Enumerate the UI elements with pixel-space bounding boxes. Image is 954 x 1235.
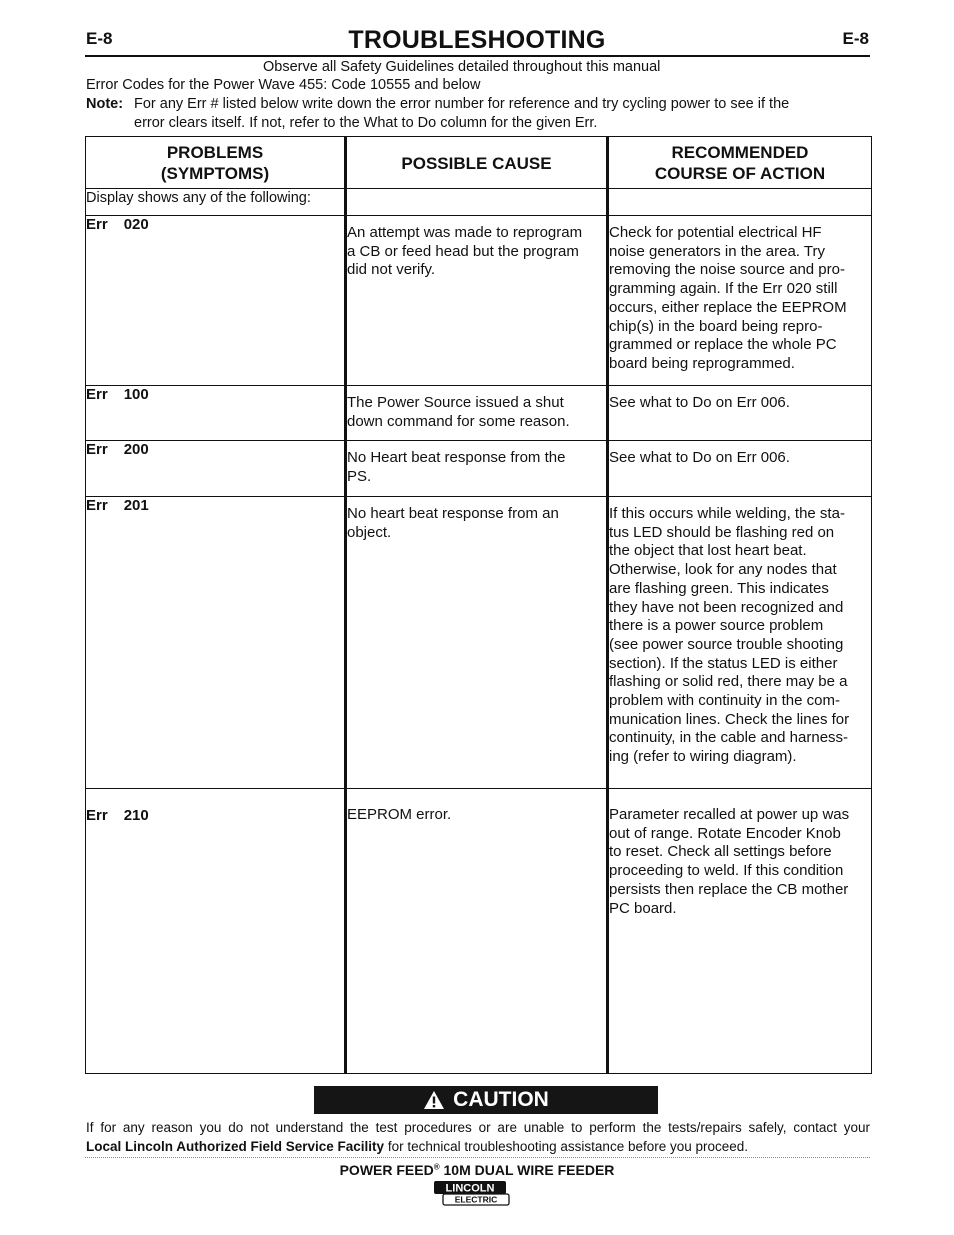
err-code: 100 bbox=[123, 386, 149, 403]
cause-line: object. bbox=[347, 523, 392, 541]
intro-row-empty-cause bbox=[346, 189, 608, 216]
footer-product-rest: 10M DUAL WIRE FEEDER bbox=[439, 1162, 615, 1178]
action-line: flashing or solid red, there may be a bbox=[609, 673, 848, 691]
err-020-cell bbox=[86, 216, 346, 386]
action-line: proceeding to weld. If this condition bbox=[609, 862, 844, 880]
action-line: occurs, either replace the EEPROM bbox=[609, 298, 847, 316]
footer-product-name: POWER FEED bbox=[339, 1162, 434, 1178]
err-code: 210 bbox=[123, 807, 149, 824]
err-code: 200 bbox=[123, 441, 149, 458]
action-line: chip(s) in the board being repro- bbox=[609, 317, 823, 335]
action-line: are flashing green. This indicates bbox=[609, 579, 829, 597]
action-line: board being reprogrammed. bbox=[609, 354, 795, 372]
action-line: continuity, in the cable and harness- bbox=[609, 729, 849, 747]
err-201-cell bbox=[86, 497, 346, 789]
action-cell bbox=[608, 497, 872, 789]
caution-facility: Local Lincoln Authorized Field Service Facility bbox=[86, 1139, 385, 1154]
action-line: If this occurs while welding, the sta- bbox=[609, 505, 845, 522]
err-label: Err bbox=[86, 386, 108, 403]
cause-line: No heart beat response from an bbox=[347, 505, 559, 522]
lincoln-electric-logo bbox=[433, 1180, 511, 1207]
page-number-right: E-8 bbox=[842, 29, 869, 48]
cause-cell bbox=[346, 386, 608, 441]
err-label: Err bbox=[86, 441, 108, 458]
action-line: the object that lost heart beat. bbox=[609, 542, 807, 560]
header-action-line2: COURSE OF ACTION bbox=[654, 164, 826, 183]
err-label: Err bbox=[86, 497, 108, 514]
action-line: gramming again. If the Err 020 still bbox=[609, 280, 838, 298]
err-label: Err bbox=[86, 807, 108, 824]
action-cell bbox=[608, 386, 872, 441]
action-line: they have not been recognized and bbox=[609, 598, 844, 616]
table-row bbox=[86, 789, 872, 1074]
action-line: Otherwise, look for any nodes that bbox=[609, 561, 837, 579]
action-line: problem with continuity in the com- bbox=[609, 692, 840, 710]
cause-line: down command for some reason. bbox=[347, 412, 570, 430]
action-line: ing (refer to wiring diagram). bbox=[609, 748, 797, 766]
err-200-cell bbox=[86, 441, 346, 497]
caution-label: CAUTION bbox=[453, 1088, 549, 1111]
troubleshooting-table bbox=[85, 136, 872, 1074]
caution-line-2 bbox=[86, 1137, 748, 1156]
action-line: Parameter recalled at power up was bbox=[609, 806, 850, 823]
cause-cell bbox=[346, 789, 608, 1074]
header-action-line1: RECOMMENDED bbox=[671, 143, 809, 162]
note-line-2: error clears itself. If not, refer to the What to Do column for the given Err. bbox=[134, 115, 598, 131]
logo-text-top: LINCOLN bbox=[445, 1182, 495, 1195]
action-line: out of range. Rotate Encoder Knob bbox=[609, 824, 841, 842]
cause-line: did not verify. bbox=[347, 261, 436, 279]
intro-row bbox=[86, 189, 872, 216]
intro-row-text: Display shows any of the following: bbox=[86, 189, 346, 216]
page-number-left: E-8 bbox=[86, 29, 113, 48]
cause-line: EEPROM error. bbox=[347, 806, 452, 823]
table-row bbox=[86, 497, 872, 789]
error-codes-line: Error Codes for the Power Wave 455: Code 10555 and below bbox=[86, 77, 481, 93]
header-problems-line1: PROBLEMS bbox=[166, 143, 264, 162]
cause-cell bbox=[346, 216, 608, 386]
safety-line: Observe all Safety Guidelines detailed throughout this manual bbox=[263, 59, 661, 75]
action-line: section). If the status LED is either bbox=[609, 654, 838, 672]
action-cell bbox=[608, 789, 872, 1074]
action-cell bbox=[608, 216, 872, 386]
cause-line: No Heart beat response from the bbox=[347, 449, 566, 466]
table-row bbox=[86, 441, 872, 497]
intro-row-empty-action bbox=[608, 189, 872, 216]
caution-line-2-rest: for technical troubleshooting assistance before you proceed. bbox=[384, 1139, 749, 1154]
footer-reg-mark: ® bbox=[433, 1162, 440, 1172]
header-action bbox=[608, 137, 872, 189]
action-line: PC board. bbox=[609, 899, 677, 917]
footer-rule bbox=[85, 1157, 870, 1158]
note-line-1: For any Err # listed below write down the error number for reference and try cycling power to see if the bbox=[134, 96, 790, 112]
action-line: noise generators in the area. Try bbox=[609, 242, 825, 260]
cause-line: An attempt was made to reprogram bbox=[347, 224, 583, 241]
cause-line: PS. bbox=[347, 467, 372, 485]
action-cell bbox=[608, 441, 872, 497]
err-code: 020 bbox=[123, 216, 149, 233]
err-210-cell bbox=[86, 789, 346, 1074]
header-problems bbox=[86, 137, 346, 189]
footer-product bbox=[0, 1162, 954, 1178]
table-row bbox=[86, 216, 872, 386]
page-title: TROUBLESHOOTING bbox=[348, 26, 606, 54]
header-problems-line2: (SYMPTOMS) bbox=[160, 164, 270, 183]
caution-banner bbox=[314, 1086, 658, 1114]
warning-icon bbox=[423, 1090, 445, 1110]
action-line: Check for potential electrical HF bbox=[609, 224, 822, 241]
action-line: there is a power source problem bbox=[609, 617, 824, 635]
action-line: See what to Do on Err 006. bbox=[609, 449, 790, 466]
action-line: grammed or replace the whole PC bbox=[609, 336, 837, 354]
action-line: to reset. Check all settings before bbox=[609, 843, 832, 861]
title-rule bbox=[85, 55, 870, 57]
cause-line: The Power Source issued a shut bbox=[347, 394, 564, 411]
action-line: (see power source trouble shooting bbox=[609, 635, 844, 653]
action-line: tus LED should be flashing red on bbox=[609, 523, 835, 541]
logo-text-bottom: ELECTRIC bbox=[454, 1194, 498, 1205]
err-100-cell bbox=[86, 386, 346, 441]
action-line: removing the noise source and pro- bbox=[609, 261, 845, 279]
action-line: munication lines. Check the lines for bbox=[609, 710, 850, 728]
cause-line: a CB or feed head but the program bbox=[347, 242, 579, 260]
action-line: persists then replace the CB mother bbox=[609, 880, 849, 898]
cause-cell bbox=[346, 441, 608, 497]
table-header-row bbox=[86, 137, 872, 189]
cause-cell bbox=[346, 497, 608, 789]
header-cause: POSSIBLE CAUSE bbox=[346, 137, 608, 189]
table-row bbox=[86, 386, 872, 441]
err-label: Err bbox=[86, 216, 108, 233]
caution-line-1: If for any reason you do not understand the test procedures or are unable to perform the tests/repairs safely, contact your bbox=[86, 1120, 870, 1135]
note-label: Note: bbox=[86, 96, 124, 112]
action-line: See what to Do on Err 006. bbox=[609, 394, 790, 411]
err-code: 201 bbox=[123, 497, 149, 514]
